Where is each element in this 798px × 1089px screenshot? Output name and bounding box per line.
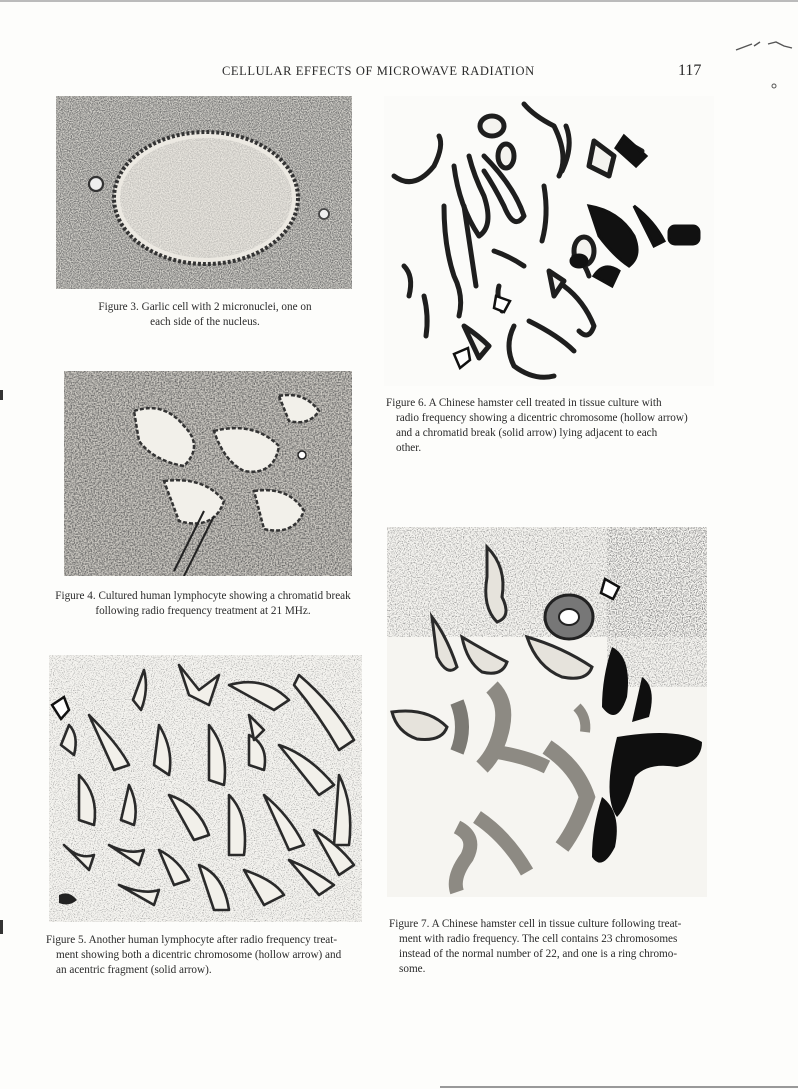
running-title: CELLULAR EFFECTS OF MICROWAVE RADIATION [222, 64, 535, 78]
hamster-chromosome-spread-1 [384, 96, 714, 386]
page-edge-line [0, 0, 798, 2]
figure-4-photo [64, 371, 352, 576]
figure-7-caption [389, 917, 707, 977]
page-header [0, 64, 798, 84]
lymphocyte-micrograph [64, 371, 352, 576]
lymphocyte-chromosome-spread [49, 655, 362, 922]
caption-line: Figure 6. A Chinese hamster cell treated in tissue culture with [386, 397, 662, 409]
figure-6-caption [386, 396, 704, 456]
page-edge-mark [0, 390, 3, 400]
caption-line: ment showing both a dicentric chromosome (hollow arrow) and [56, 949, 342, 961]
caption-line: Figure 3. Garlic cell with 2 micronuclei, one on [98, 301, 312, 313]
figure-6-photo [384, 96, 714, 386]
figure-3-caption [60, 300, 350, 330]
caption-line: other. [396, 442, 422, 454]
caption-line: each side of the nucleus. [150, 316, 260, 328]
scan-artifact [730, 36, 796, 96]
page-number: 117 [678, 62, 702, 79]
caption-line: radio frequency showing a dicentric chromosome (hollow arrow) [396, 412, 688, 424]
hamster-chromosome-spread-2 [387, 527, 707, 897]
figure-3-photo [56, 96, 352, 289]
caption-line: and a chromatid break (solid arrow) lying adjacent to each [396, 427, 658, 439]
page-edge-mark [0, 920, 3, 934]
caption-line: an acentric fragment (solid arrow). [56, 964, 212, 976]
caption-line: Figure 5. Another human lymphocyte after radio frequency treat- [46, 934, 338, 946]
garlic-cell-micrograph [56, 96, 352, 289]
figure-5-photo [49, 655, 362, 922]
figure-7-photo [387, 527, 707, 897]
caption-line: some. [399, 963, 426, 975]
caption-line: ment with radio frequency. The cell contains 23 chromosomes [399, 933, 678, 945]
caption-line: Figure 7. A Chinese hamster cell in tissue culture following treat- [389, 918, 682, 930]
caption-line: instead of the normal number of 22, and one is a ring chromo- [399, 948, 678, 960]
figure-5-caption [40, 933, 370, 978]
figure-4-caption [40, 589, 366, 619]
caption-line: following radio frequency treatment at 21 MHz. [95, 605, 311, 617]
caption-line: Figure 4. Cultured human lymphocyte showing a chromatid break [55, 590, 351, 602]
page-edge-line [440, 1086, 798, 1088]
